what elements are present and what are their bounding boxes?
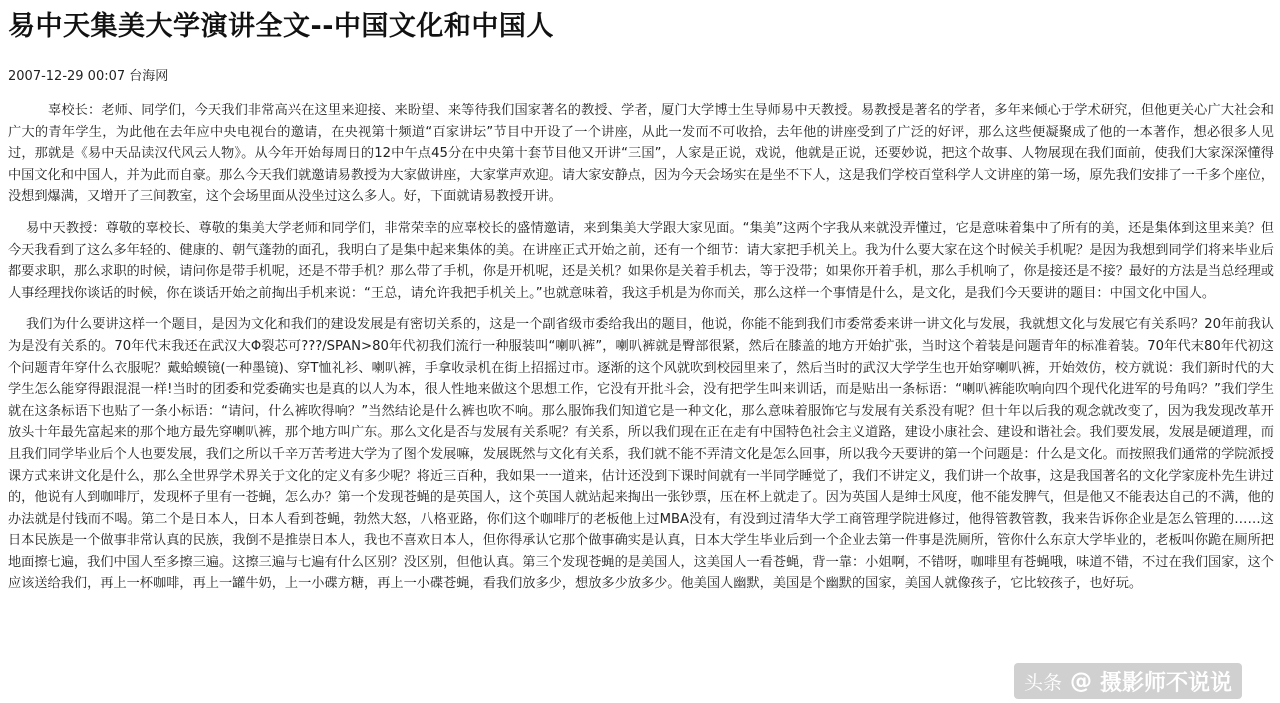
paragraph-2: 易中天教授：尊敬的辜校长、尊敬的集美大学老师和同学们，非常荣幸的应辜校长的盛情邀请，来到集美大学跟大家见面。“集美”这两个字我从来就没弄懂过，它是意味着集中了所有的美，还是集体到这里来美？但今天我看到了这么多年轻的、健康的、朝气蓬勃的面孔，我明白了是集中起来集体的美。在讲座正式开始之前，还有一个细节：请大家把手机关上。我为什么要大家在这个时候关手机呢？是因为我想到同学们将来毕业后都要求职，那么求职的时候，请问你是带手机呢，还是不带手机？那么带了手机，你是开机呢，还是关机？如果你是关着手机去，等于没带；如果你开着手机，那么手机响了，你是接还是不接？最好的方法是当总经理或人事经理找你谈话的时候，你在谈话开始之前掏出手机来说：“王总，请允许我把手机关上。”也就意味着，我这手机是为你而关，那么这样一个事情是什么，是文化，是我们今天要讲的题目：中国文化中国人。	[8, 220, 1274, 301]
watermark	[1014, 663, 1242, 699]
article-title: 易中天集美大学演讲全文--中国文化和中国人	[8, 11, 554, 42]
watermark-account: 摄影师不说说	[1099, 670, 1232, 696]
watermark-platform: 头条	[1023, 671, 1062, 694]
article-meta: 2007-12-29 00:07 台海网	[8, 69, 169, 84]
watermark-at: @	[1069, 668, 1092, 694]
paragraph-1: 辜校长：老师、同学们，今天我们非常高兴在这里来迎接、来盼望、来等待我们国家著名的教授、学者，厦门大学博士生导师易中天教授。易教授是著名的学者，多年来倾心于学术研究，但他更关心广大社会和广大的青年学生，为此他在去年应中央电视台的邀请，在央视第十频道“百家讲坛”节目中开设了一个讲座，从此一发而不可收拾，去年他的讲座受到了广泛的好评，那么这些便凝聚成了他的一本著作，想必很多人见过，那就是《易中天品读汉代风云人物》。从今年开始每周日的12中午点45分在中央第十套节目他又开讲“三国”，人家是正说，戏说，他就是正说，还要妙说，把这个故事、人物展现在我们面前，使我们大家深深懂得中国文化和中国人，并为此而自豪。那么今天我们就邀请易教授为大家做讲座，大家掌声欢迎。请大家安静点，因为今天会场实在是坐不下人，这是我们学校百堂科学人文讲座的第一场，原先我们安排了一千多个座位，没想到爆满，又增开了三间教室，这个会场里面从没坐过这么多人。好，下面就请易教授开讲。	[8, 103, 1274, 205]
article	[8, 0, 1274, 595]
paragraph-3: 我们为什么要讲这样一个题目，是因为文化和我们的建设发展是有密切关系的，这是一个副省级市委给我出的题目，他说，你能不能到我们市委常委来讲一讲文化与发展，我就想文化与发展它有关系吗？20年前我认为是没有关系的。70年代末我还在武汉大Φ裂芯可???/SPAN>80年代初我们流行一种服装叫“喇叭裤”，喇叭裤就是臀部很紧，然后在膝盖的地方开始扩张，当时这个着装是问题青年的标准着装。70年代末80年代初这个问题青年穿什么衣服呢？戴蛤蟆镜(一种墨镜)、穿T恤礼衫、喇叭裤，手拿收录机在街上招摇过市。逐渐的这个风就吹到校园里来了，然后当时的武汉大学学生也开始穿喇叭裤，开始效仿，校方就说：我们新时代的大学生怎么能穿得跟混混一样!当时的团委和党委确实也是真的以人为本，很人性地来做这个思想工作，它没有开批斗会，没有把学生叫来训话，而是贴出一条标语：“喇叭裤能吹响向四个现代化进军的号角吗？”我们学生就在这条标语下也贴了一条小标语：“请问，什么裤吹得响？”当然结论是什么裤也吹不响。那么服饰我们知道它是一种文化，那么意味着服饰它与发展有关系没有呢？但十年以后我的观念就改变了，因为我发现改革开放头十年最先富起来的那个地方最先穿喇叭裤，那个地方叫广东。那么文化是否与发展有关系呢？有关系，所以我们现在正在走有中国特色社会主义道路，建设小康社会、建设和谐社会。我们要发展，发展是硬道理，而且我们同学毕业后个人也要发展，我们之所以千辛万苦考进大学为了图个发展嘛，发展既然与文化有关系，我们就不能不弄清文化是怎么回事，所以我今天要讲的第一个问题是：什么是文化。而按照我们通常的学院派授课方式来讲文化是什么，那么全世界学术界关于文化的定义有多少呢？将近三百种，我如果一一道来，估计还没到下课时间就有一半同学睡觉了，我们不讲定义，我们讲一个故事，这是我国著名的文化学家庞朴先生讲过的，他说有人到咖啡厅，发现杯子里有一苍蝇，怎么办？第一个发现苍蝇的是英国人，这个英国人就站起来掏出一张钞票，压在杯上就走了。因为英国人是绅士风度，他不能发脾气，但是他又不能表达自己的不满，他的办法就是付钱而不喝。第二个是日本人，日本人看到苍蝇，勃然大怒，八格亚路，你们这个咖啡厅的老板他上过MBA没有，有没到过清华大学工商管理学院进修过，他得管教管教，我来告诉你企业是怎么管理的……这日本民族是一个做事非常认真的民族，我倒不是推崇日本人，我也不喜欢日本人，但你得承认它那个做事确实是认真，日本大学生毕业后到一个企业去第一件事是洗厕所，管你什么东京大学毕业的，老板叫你跪在厕所把地面擦七遍，我们中国人至多擦三遍。这擦三遍与七遍有什么区别？没区别，但他认真。第三个发现苍蝇的是美国人，这美国人一看苍蝇，背一靠：小姐啊，不错呀，咖啡里有苍蝇哦，味道不错，不过在我们国家，这个应该送给我们，再上一杯咖啡，再上一罐牛奶，上一小碟方糖，再上一小碟苍蝇，看我们放多少，想放多少放多少。他美国人幽默，美国是个幽默的国家，美国人就像孩子，它比较孩子，也好玩。	[8, 317, 1274, 592]
